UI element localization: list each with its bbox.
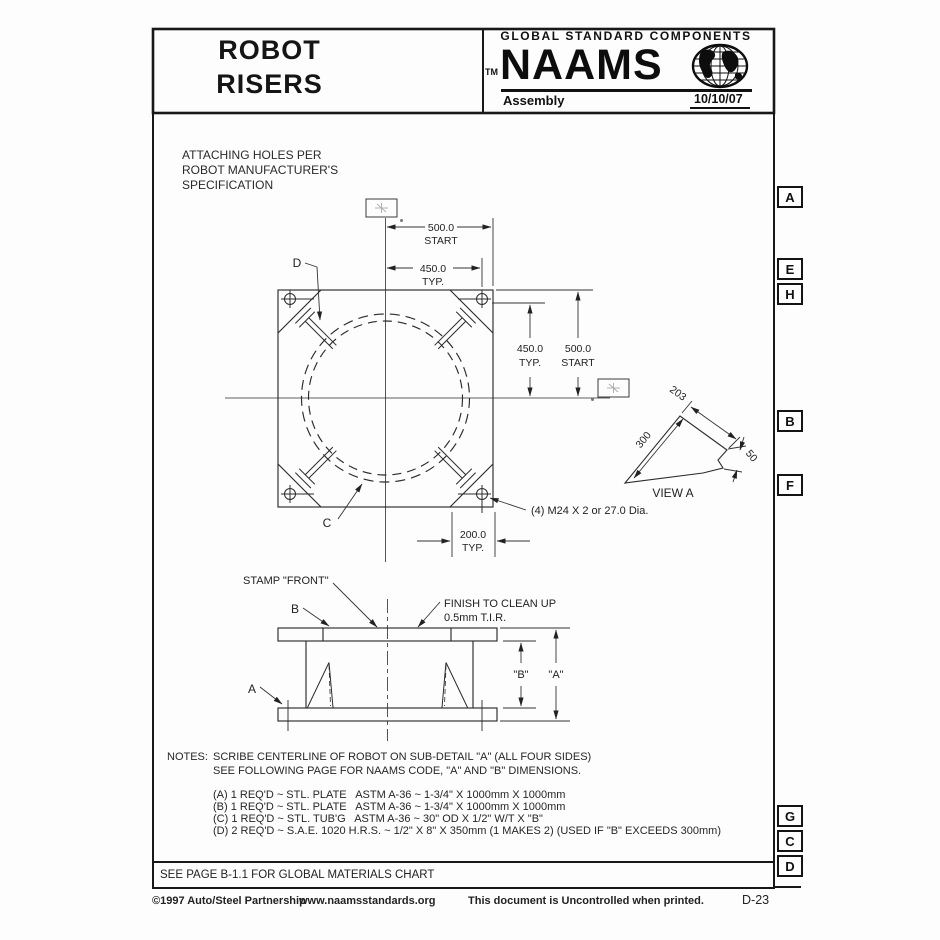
spec-note-line2: ROBOT MANUFACTURER'S [182, 163, 339, 177]
copyright-text: ©1997 Auto/Steel Partnership [152, 895, 306, 907]
side-label-b: B [291, 602, 300, 616]
dim-450-horizontal: 450.0 [419, 263, 447, 275]
view-a-dim-300: 300 [633, 429, 654, 451]
notes-item-c: (C) 1 REQ'D ~ STL. TUB'G ASTM A-36 ~ 30" OD X 1/2" W/T X "B" [213, 813, 543, 825]
side-tab-g: G [777, 805, 803, 827]
dim-500-vertical: 500.0 [564, 343, 592, 355]
spec-note-line1: ATTACHING HOLES PER [182, 148, 322, 162]
notes-item-b: (B) 1 REQ'D ~ STL. PLATE ASTM A-36 ~ 1-3/4" X 1000mm X 1000mm [213, 801, 566, 813]
side-gusset-left [308, 663, 334, 708]
side-tab-d: D [777, 855, 803, 877]
dim-200-label: TYP. [462, 542, 484, 554]
dim-450-vertical: 450.0 [516, 343, 544, 355]
page-title-line1: ROBOT [218, 35, 321, 65]
side-gusset-right [442, 663, 468, 708]
uncontrolled-notice: This document is Uncontrolled when printed. [468, 895, 704, 907]
page-title [152, 33, 387, 101]
dim-500-vertical-label: START [561, 357, 595, 369]
notes-heading: NOTES: [167, 751, 208, 763]
side-tab-b: B [777, 410, 803, 432]
notes-line: SCRIBE CENTERLINE OF ROBOT ON SUB-DETAIL "A" (ALL FOUR SIDES) [213, 751, 592, 763]
side-label-a: A [248, 682, 257, 696]
finish-note-line2: 0.5mm T.I.R. [444, 612, 507, 624]
view-a-text [633, 384, 759, 500]
side-tab-f: F [777, 474, 803, 496]
stamp-front-label: STAMP "FRONT" [243, 575, 329, 587]
side-dim-a: "A" [548, 669, 564, 681]
side-dim-b: "B" [513, 669, 529, 681]
side-tab-c: C [777, 830, 803, 852]
brand-logo-text: NAAMS [500, 41, 663, 89]
sheet-date: 10/10/07 [694, 92, 743, 106]
view-a-caption: VIEW A [652, 486, 694, 500]
side-tab-e: E [777, 258, 803, 280]
dim-200: 200.0 [459, 529, 487, 541]
dim-500-horizontal: 500.0 [427, 222, 455, 234]
notes-item-d: (D) 2 REQ'D ~ S.A.E. 1020 H.R.S. ~ 1/2" X 8" X 350mm (1 MAKES 2) (USED IF "B" EXCEEDS 300mm) [213, 825, 721, 837]
part-label-d: D [292, 256, 302, 270]
top-view-dimension-text [293, 222, 649, 554]
hole-callout: (4) M24 X 2 or 27.0 Dia. [531, 505, 649, 517]
dim-450-horizontal-label: TYP. [422, 276, 444, 288]
trademark-mark: TM [485, 67, 498, 77]
spec-note [182, 148, 338, 193]
spec-note-line3: SPECIFICATION [182, 178, 274, 192]
dim-500-horizontal-label: START [424, 235, 458, 247]
datum-target-symbol-top [366, 199, 403, 222]
part-label-c: C [322, 516, 332, 530]
dim-450-vertical-label: TYP. [519, 357, 541, 369]
date-underline [690, 107, 750, 109]
notes-line: SEE FOLLOWING PAGE FOR NAAMS CODE, "A" AND "B" DIMENSIONS. [213, 765, 582, 777]
view-a-dim-50: 50 [742, 447, 760, 465]
side-view-text [243, 575, 564, 696]
side-tab-a: A [777, 186, 803, 208]
side-tab-h: H [777, 283, 803, 305]
brand-tagline: GLOBAL STANDARD COMPONENTS [500, 29, 752, 43]
finish-note-line1: FINISH TO CLEAN UP [444, 598, 557, 610]
website-text: www.naamsstandards.org [299, 895, 436, 907]
sheet-subtitle: Assembly [503, 93, 565, 108]
view-a-dim-203: 203 [667, 383, 689, 404]
globe-icon [690, 42, 750, 90]
corner-holes [281, 290, 491, 513]
materials-chart-note: SEE PAGE B-1.1 FOR GLOBAL MATERIALS CHART [160, 869, 435, 881]
notes-item-a: (A) 1 REQ'D ~ STL. PLATE ASTM A-36 ~ 1-3/4" X 1000mm X 1000mm [213, 789, 566, 801]
page-title-line2: RISERS [216, 69, 323, 99]
page-number: D-23 [742, 893, 770, 907]
